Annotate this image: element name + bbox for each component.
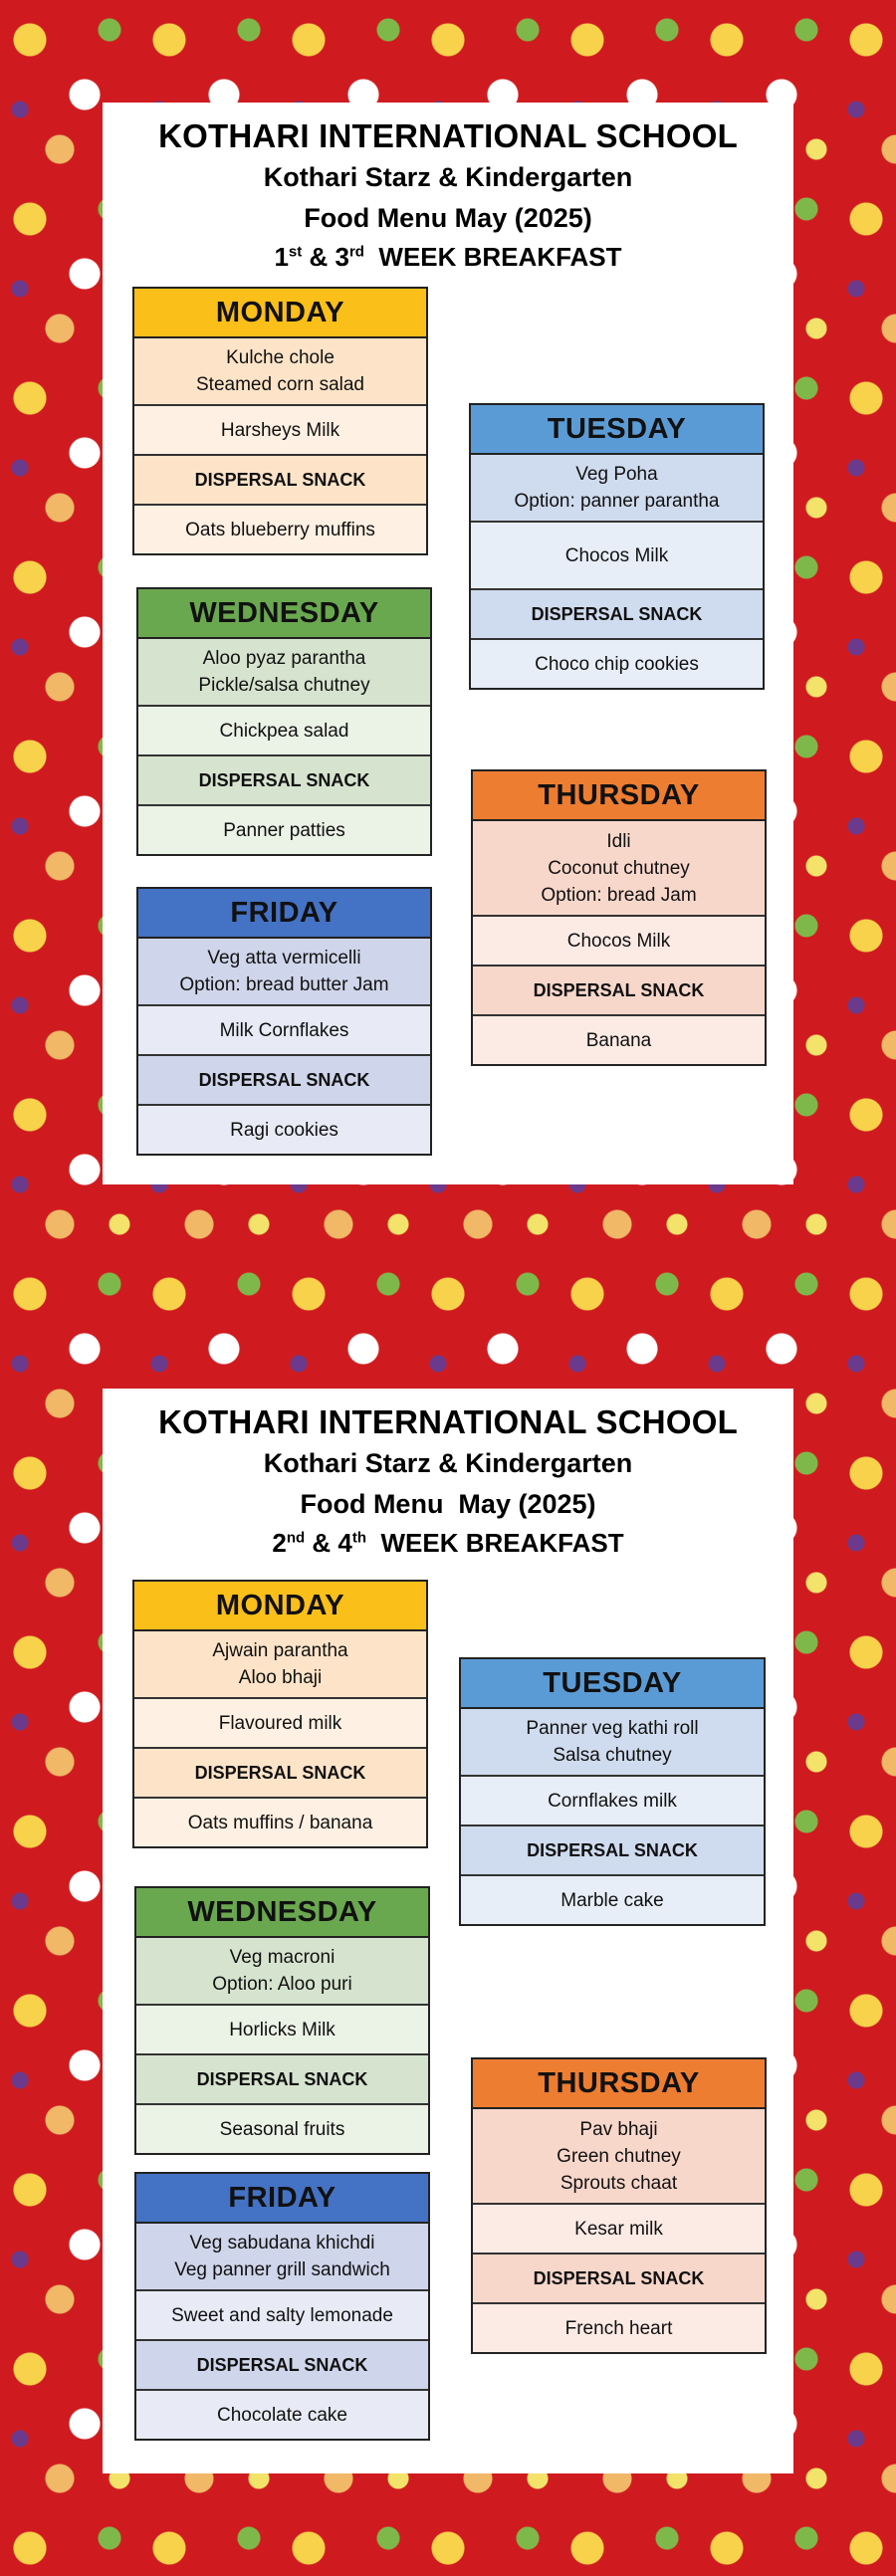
friday-card bbox=[136, 887, 432, 1156]
day-title: MONDAY bbox=[134, 1582, 426, 1631]
drink: Harsheys Milk bbox=[134, 406, 426, 456]
drink: Chocos Milk bbox=[471, 523, 763, 590]
snack: Oats muffins / banana bbox=[134, 1799, 426, 1846]
wednesday-card bbox=[134, 1886, 430, 2155]
day-title: THURSDAY bbox=[473, 2059, 765, 2109]
day-title: FRIDAY bbox=[136, 2174, 428, 2224]
drink: Chocos Milk bbox=[473, 917, 765, 966]
main-dish: Pav bhaji Green chutney Sprouts chaat bbox=[473, 2109, 765, 2205]
snack-label: DISPERSAL SNACK bbox=[461, 1826, 764, 1876]
drink: Kesar milk bbox=[473, 2205, 765, 2254]
snack: Panner patties bbox=[138, 806, 430, 854]
school-name: KOTHARI INTERNATIONAL SCHOOL bbox=[158, 117, 738, 154]
monday-card bbox=[132, 287, 428, 555]
tuesday-card bbox=[469, 403, 765, 690]
snack-label: DISPERSAL SNACK bbox=[138, 756, 430, 806]
snack: Marble cake bbox=[461, 1876, 764, 1924]
day-title: FRIDAY bbox=[138, 889, 430, 939]
main-dish: Veg sabudana khichdi Veg panner grill sandwich bbox=[136, 2224, 428, 2291]
school-subtitle: Kothari Starz & Kindergarten bbox=[263, 1448, 633, 1478]
main-dish: Veg macroni Option: Aloo puri bbox=[136, 1938, 428, 2006]
drink: Cornflakes milk bbox=[461, 1777, 764, 1826]
day-title: WEDNESDAY bbox=[136, 1888, 428, 1938]
main-dish: Kulche chole Steamed corn salad bbox=[134, 338, 426, 406]
drink: Sweet and salty lemonade bbox=[136, 2291, 428, 2341]
monday-card bbox=[132, 1580, 428, 1848]
snack-label: DISPERSAL SNACK bbox=[138, 1056, 430, 1106]
school-name: KOTHARI INTERNATIONAL SCHOOL bbox=[158, 1403, 738, 1440]
menu-panel-week-1-3 bbox=[103, 103, 793, 1184]
snack: Ragi cookies bbox=[138, 1106, 430, 1154]
snack-label: DISPERSAL SNACK bbox=[134, 456, 426, 506]
drink: Milk Cornflakes bbox=[138, 1006, 430, 1056]
menu-title: Food Menu May (2025) bbox=[304, 203, 592, 233]
thursday-card bbox=[471, 769, 767, 1066]
day-title: WEDNESDAY bbox=[138, 589, 430, 639]
drink: Flavoured milk bbox=[134, 1699, 426, 1749]
snack: Choco chip cookies bbox=[471, 640, 763, 688]
snack: Oats blueberry muffins bbox=[134, 506, 426, 553]
week-heading: 2nd & 4th WEEK BREAKFAST bbox=[272, 1528, 624, 1558]
day-title: TUESDAY bbox=[461, 1659, 764, 1709]
day-title: TUESDAY bbox=[471, 405, 763, 455]
snack-label: DISPERSAL SNACK bbox=[136, 2055, 428, 2105]
snack: Chocolate cake bbox=[136, 2391, 428, 2439]
main-dish: Panner veg kathi roll Salsa chutney bbox=[461, 1709, 764, 1777]
main-dish: Veg atta vermicelli Option: bread butter Jam bbox=[138, 939, 430, 1006]
day-title: THURSDAY bbox=[473, 771, 765, 821]
main-dish: Aloo pyaz parantha Pickle/salsa chutney bbox=[138, 639, 430, 707]
snack-label: DISPERSAL SNACK bbox=[473, 966, 765, 1016]
snack-label: DISPERSAL SNACK bbox=[471, 590, 763, 640]
menu-title: Food Menu May (2025) bbox=[300, 1489, 596, 1519]
thursday-card bbox=[471, 2057, 767, 2354]
snack: Seasonal fruits bbox=[136, 2105, 428, 2153]
snack-label: DISPERSAL SNACK bbox=[136, 2341, 428, 2391]
menu-panel-week-2-4 bbox=[103, 1389, 793, 2473]
snack-label: DISPERSAL SNACK bbox=[134, 1749, 426, 1799]
drink: Chickpea salad bbox=[138, 707, 430, 756]
wednesday-card bbox=[136, 587, 432, 856]
friday-card bbox=[134, 2172, 430, 2441]
main-dish: Idli Coconut chutney Option: bread Jam bbox=[473, 821, 765, 917]
snack: French heart bbox=[473, 2304, 765, 2352]
drink: Horlicks Milk bbox=[136, 2006, 428, 2055]
main-dish: Ajwain parantha Aloo bhaji bbox=[134, 1631, 426, 1699]
tuesday-card bbox=[459, 1657, 766, 1926]
snack-label: DISPERSAL SNACK bbox=[473, 2254, 765, 2304]
week-heading: 1st & 3rd WEEK BREAKFAST bbox=[274, 242, 622, 272]
snack: Banana bbox=[473, 1016, 765, 1064]
school-subtitle: Kothari Starz & Kindergarten bbox=[263, 162, 633, 192]
day-title: MONDAY bbox=[134, 289, 426, 338]
main-dish: Veg Poha Option: panner parantha bbox=[471, 455, 763, 523]
